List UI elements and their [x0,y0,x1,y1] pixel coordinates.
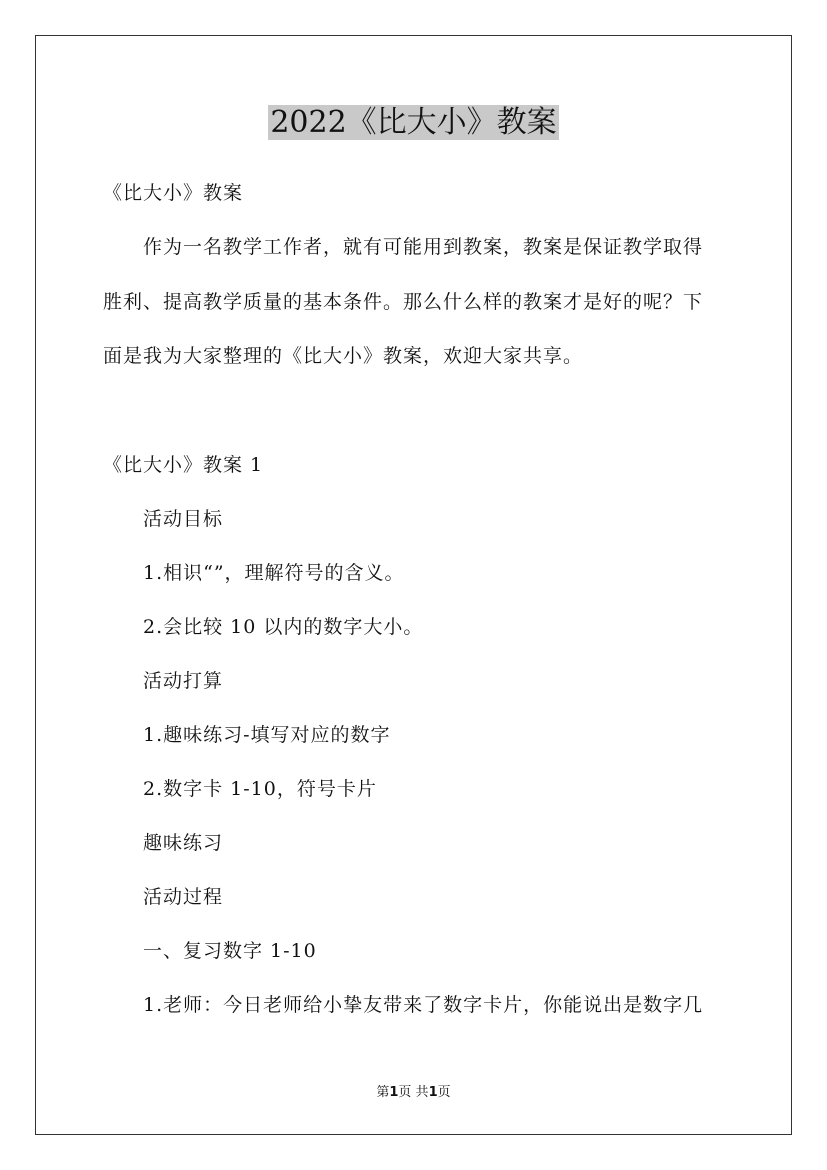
body-line: 1.趣味练习-填写对应的数字 [143,724,391,746]
footer-page-total: 1 [428,1085,438,1100]
page-footer [0,1084,827,1102]
body-line: 1.相识“”，理解符号的含义。 [143,562,405,584]
intro-line: 面是我为大家整理的《比大小》教案，欢迎大家共享。 [103,345,584,367]
body-line: 1.老师：今日老师给小挚友带来了数字卡片，你能说出是数字几 [143,994,704,1016]
body-line: 活动过程 [143,886,224,908]
body-line: 趣味练习 [143,832,224,854]
footer-mid: 页 共 [398,1085,429,1100]
body-line: 活动目标 [143,508,224,530]
body-line: 一、复习数字 1-10 [143,940,317,962]
footer-suffix: 页 [437,1085,451,1100]
intro-line: 作为一名教学工作者，就有可能用到教案，教案是保证教学取得 [143,236,704,258]
body-line: 活动打算 [143,670,224,692]
footer-prefix: 第 [376,1085,390,1100]
section-heading: 《比大小》教案 1 [103,454,264,476]
document-title-text: 2022《比大小》教案 [270,105,557,140]
document-subtitle: 《比大小》教案 [103,182,244,204]
intro-line: 胜利、提高教学质量的基本条件。那么什么样的教案才是好的呢？下 [103,291,704,313]
body-line: 2.会比较 10 以内的数字大小。 [143,616,424,638]
document-title [0,102,827,144]
body-line: 2.数字卡 1-10，符号卡片 [143,778,377,800]
footer-page-number: 1 [389,1085,399,1100]
